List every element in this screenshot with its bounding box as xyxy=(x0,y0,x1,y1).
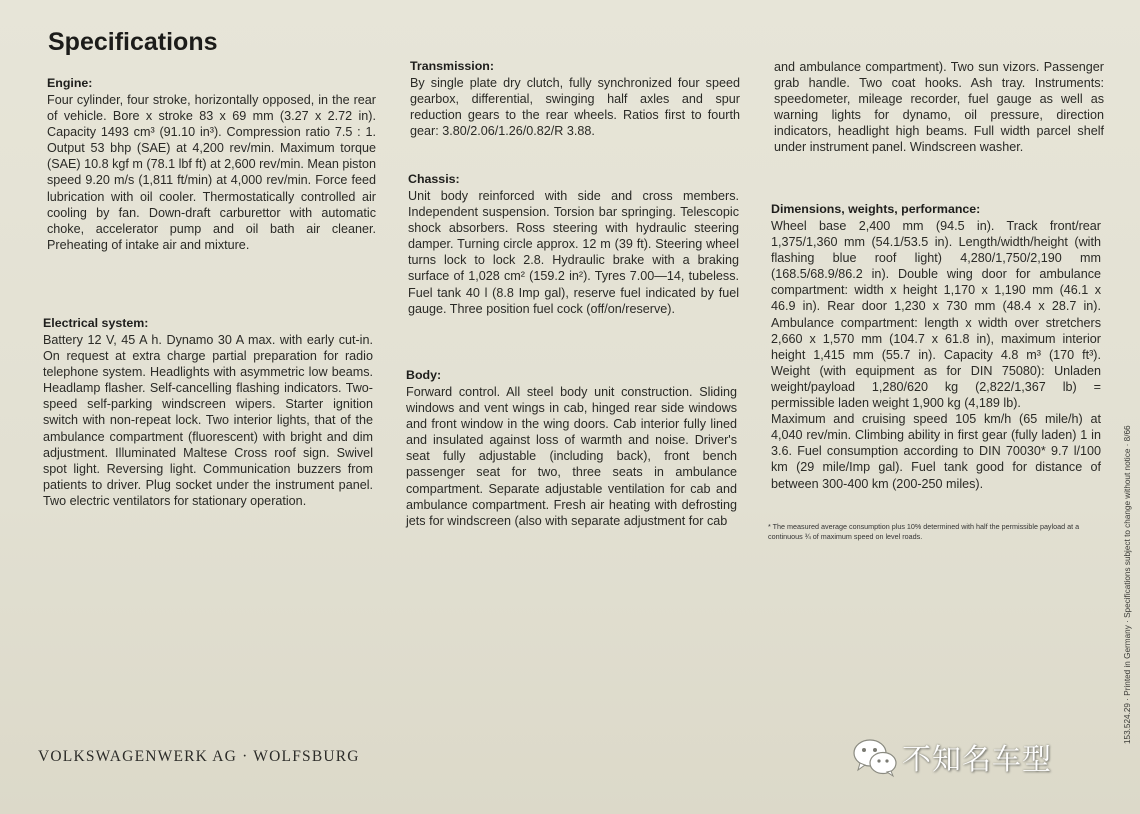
body-text: Forward control. All steel body unit construction. Sliding windows and vent wings in cab, hinged rear side windows and front window in the wing doors. Cab interior fully lined and insulated against loss of warmth and noise. Driver's seat fully adjustable (including back), front bench passenger seat for two, three seats in ambulance compartment. Separate adjustable ventilation for cab and ambulance compartment. Fresh air heating with defrosting jets for windscreen (also with separate adjustment for cab xyxy=(406,385,737,528)
body-continued-section xyxy=(774,59,1104,156)
body-section xyxy=(406,368,737,529)
dimensions-section xyxy=(771,202,1101,492)
engine-heading: Engine: xyxy=(47,76,93,90)
watermark xyxy=(852,736,1052,778)
performance-text: Maximum and cruising speed 105 km/h (65 mile/h) at 4,040 rev/min. Climbing ability in first gear (fully laden) 1 in 3.6. Fuel consumption according to DIN 70030* 9.7 l/100 km (29 mile/Imp gal). Fuel tank good for distance of between 300-400 km (200-250 miles). xyxy=(771,412,1101,491)
engine-text: Four cylinder, four stroke, horizontally opposed, in the rear of vehicle. Bore x stroke 83 x 69 mm (3.27 x 2.72 in). Capacity 1493 cm³ (91.10 in³). Compression ratio 7.5 : 1. Output 53 bhp (SAE) at 4,200 rev/min. Maximum torque (SAE) 10.8 kgf m (78.1 lbf ft) at 2,600 rev/min. Mean piston speed 9.20 m/s (1,811 ft/min) at 4,000 rev/min. Force feed lubrication with oil cooler. Thermostatically controlled air cooling by fan. Down-draft carburettor with automatic choke, accelerator pump and oil bath air cleaner. Preheating of intake air and mixture. xyxy=(47,93,376,252)
publisher-footer: VOLKSWAGENWERK AG · WOLFSBURG xyxy=(38,748,360,765)
transmission-text: By single plate dry clutch, fully synchronized four speed gearbox, differential, swinging half axles and spur reduction gears to the rear wheels. Ratios first to fourth gear: 3.80/2.06/1.26/0.82/R 3.88. xyxy=(410,76,740,139)
electrical-section xyxy=(43,316,373,509)
dimensions-heading: Dimensions, weights, performance: xyxy=(771,202,981,216)
chassis-heading: Chassis: xyxy=(408,172,460,186)
electrical-heading: Electrical system: xyxy=(43,316,149,330)
chassis-section xyxy=(408,172,739,317)
transmission-heading: Transmission: xyxy=(410,59,495,73)
transmission-section xyxy=(410,59,740,139)
watermark-text: 不知名车型 xyxy=(902,741,1053,776)
body-heading: Body: xyxy=(406,368,442,382)
print-info-vertical: 153.524.29 · Printed in Germany · Specifications subject to change without notice · 8/66 xyxy=(1123,425,1132,744)
wechat-icon xyxy=(852,736,898,778)
engine-section xyxy=(47,76,376,253)
dimensions-text: Wheel base 2,400 mm (94.5 in). Track front/rear 1,375/1,360 mm (54.1/53.5 in). Length/width/height (with flashing blue roof light) 4,280/1,750/2,190 mm (168.5/68.9/86.2 in). Double wing door for ambulance compartment: width x height 1,170 x 1,190 mm (46.1 x 46.9 in). Rear door 1,230 x 730 mm (48.4 x 28.7 in). Ambulance compartment: length x width over stretchers 2,660 x 1,570 mm (104.7 x 61.8 in), maximum interior height 1,415 mm (55.7 in). Capacity 4.8 m³ (170 ft³). Weight (with equipment as for DIN 75080): Unladen weight/payload 1,280/620 kg (2,822/1,367 lb) = permissible laden weight 1,900 kg (4,189 lb). xyxy=(771,219,1101,411)
chassis-text: Unit body reinforced with side and cross members. Independent suspension. Torsion bar springing. Telescopic shock absorbers. Ross steering with hydraulic steering damper. Turning circle approx. 12 m (39 ft). Steering wheel turns lock to lock 2.8. Hydraulic brake with a braking surface of 1,028 cm² (159.2 in²). Tyres 7.00—14, tubeless. Fuel tank 40 l (8.8 Imp gal), reserve fuel indicated by fuel gauge. Three position fuel cock (off/on/reserve). xyxy=(408,189,739,316)
page-title: Specifications xyxy=(48,28,218,56)
electrical-text: Battery 12 V, 45 A h. Dynamo 30 A max. with early cut-in. On request at extra charge partial preparation for radio telephone system. Headlights with asymmetric low beams. Headlamp flasher. Self-cancelling flashing indicators. Two-speed self-parking windscreen wipers. Starter ignition switch with non-repeat lock. Two interior lights, that of the ambulance compartment (fluorescent) with bright and dim adjustment. Illuminated Maltese Cross roof sign. Swivel spot light. Reversing light. Communication buzzers from patients to driver. Plug socket under the instrument panel. Two electric ventilators for stationary operation. xyxy=(43,333,373,508)
body-continued-text: and ambulance compartment). Two sun vizors. Passenger grab handle. Two coat hooks. Ash tray. Instruments: speedometer, mileage recorder, fuel gauge as well as warning lights for dynamo, oil pressure, direction indicators, headlight high beams. Full width parcel shelf under instrument panel. Windscreen washer. xyxy=(774,60,1104,155)
footnote: * The measured average consumption plus 10% determined with half the permissible payload at a continuous ¾ of maximum speed on level roads. xyxy=(768,522,1080,541)
